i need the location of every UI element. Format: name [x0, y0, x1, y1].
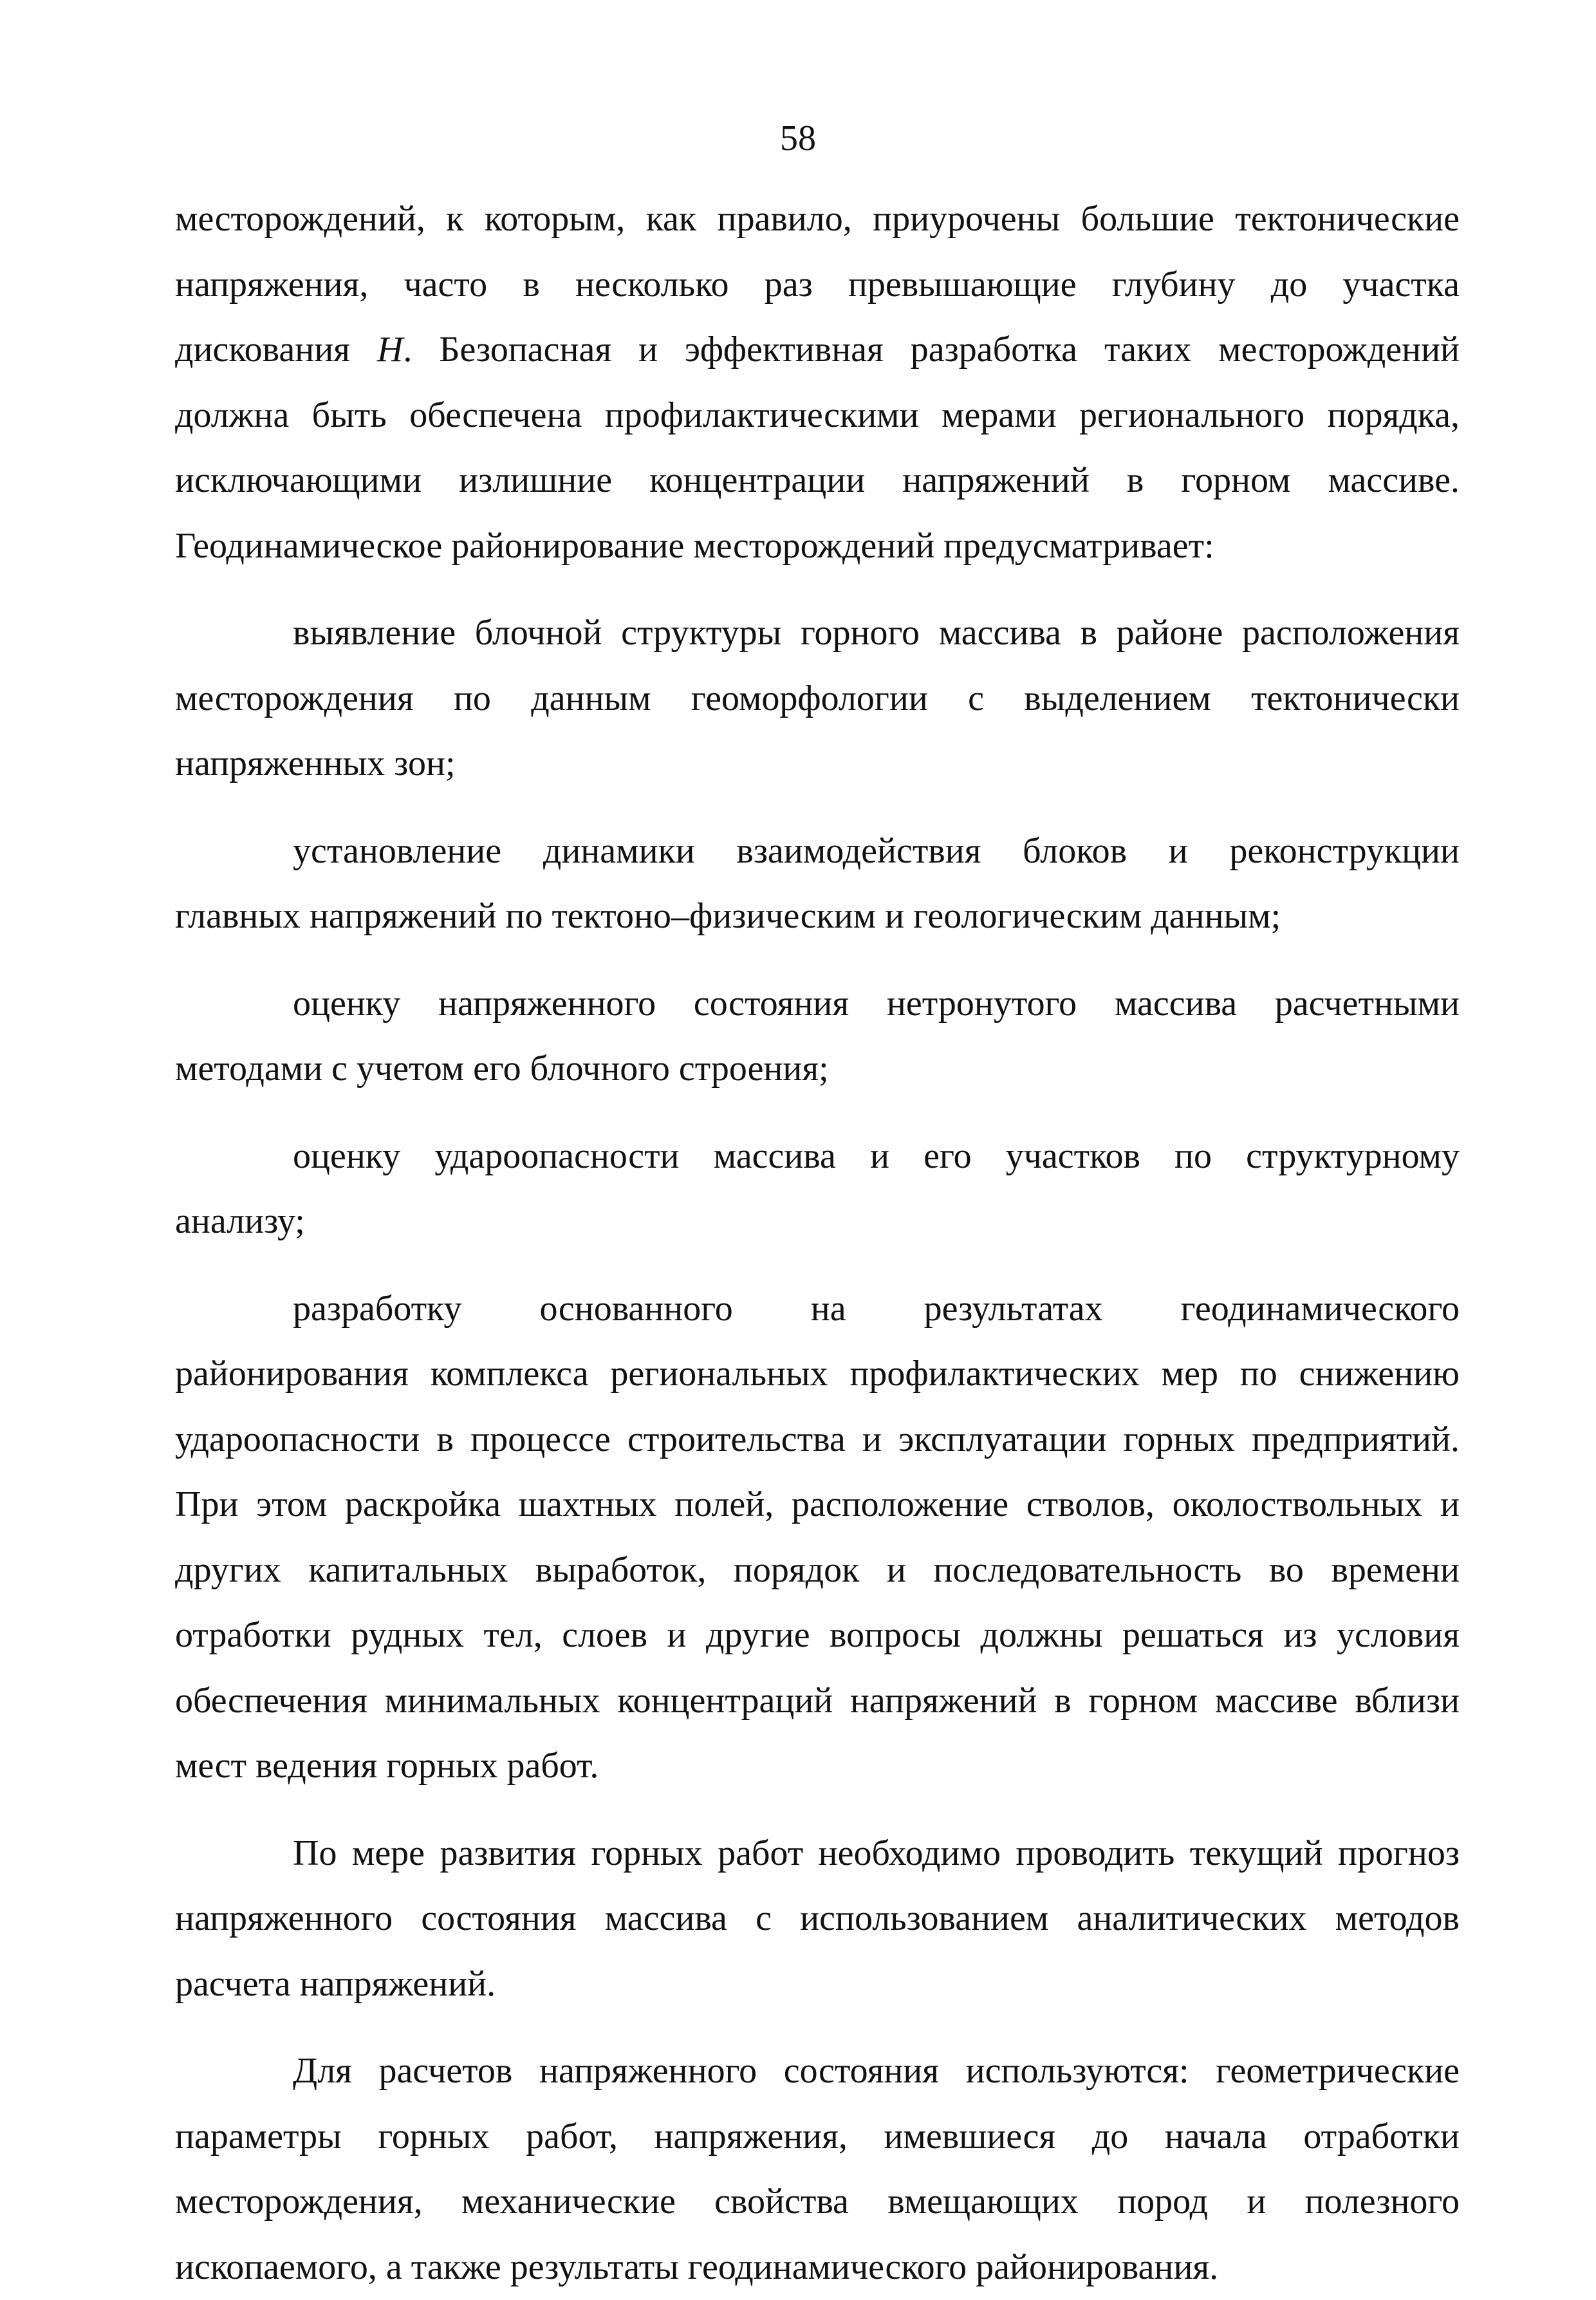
paragraph-2: [175, 601, 1460, 797]
text-line: месторождения по данным геоморфологии с выделением тектонически: [175, 666, 1460, 732]
paragraph-8: [175, 2039, 1460, 2300]
text-line: месторождения, механические свойства вмещающих пород и полезного: [175, 2169, 1460, 2235]
text-line: При этом раскройка шахтных полей, расположение стволов, околоствольных и: [175, 1472, 1460, 1538]
paragraph-6: [175, 1276, 1460, 1799]
text-line: обеспечения минимальных концентраций напряжений в горном массиве вблизи: [175, 1669, 1460, 1734]
text-line: мест ведения горных работ.: [175, 1734, 1460, 1799]
text-line: разработку основанного на результатах геодинамического: [175, 1276, 1460, 1342]
text-line: месторождений, к которым, как правило, приурочены большие тектонические: [175, 187, 1460, 252]
text-line: анализу;: [175, 1189, 1460, 1255]
text-line: районирования комплекса региональных профилактических мер по снижению: [175, 1342, 1460, 1407]
text-line: установление динамики взаимодействия блоков и реконструкции: [175, 819, 1460, 884]
text-line: оценку напряженного состояния нетронутого массива расчетными: [175, 971, 1460, 1037]
text-line: главных напряжений по тектоно–физическим и геологическим данным;: [175, 884, 1460, 949]
text-line: оценку удароопасности массива и его участков по структурному: [175, 1124, 1460, 1190]
text-line: По мере развития горных работ необходимо проводить текущий прогноз: [175, 1821, 1460, 1887]
text-line: удароопасности в процессе строительства и эксплуатации горных предприятий.: [175, 1407, 1460, 1473]
text-line: дискования H. Безопасная и эффективная разработка таких месторождений: [175, 317, 1460, 383]
text-line: параметры горных работ, напряжения, имевшиеся до начала отработки: [175, 2104, 1460, 2170]
page-number: 58: [0, 113, 1596, 164]
text-line: ископаемого, а также результаты геодинамического районирования.: [175, 2235, 1460, 2300]
text-line: напряженных зон;: [175, 731, 1460, 797]
paragraph-3: [175, 819, 1460, 949]
paragraph-4: [175, 971, 1460, 1102]
text-line: должна быть обеспечена профилактическими мерами регионального порядка,: [175, 383, 1460, 449]
text-line: отработки рудных тел, слоев и другие вопросы должны решаться из условия: [175, 1603, 1460, 1669]
text-line: напряжения, часто в несколько раз превышающие глубину до участка: [175, 252, 1460, 318]
text-line: других капитальных выработок, порядок и последовательность во времени: [175, 1538, 1460, 1603]
text-line: Для расчетов напряженного состояния используются: геометрические: [175, 2039, 1460, 2104]
text-line: исключающими излишние концентрации напряжений в горном массиве.: [175, 448, 1460, 514]
paragraph-7: [175, 1821, 1460, 2017]
text-line: Геодинамическое районирование месторождений предусматривает:: [175, 514, 1460, 579]
paragraph-5: [175, 1124, 1460, 1255]
paragraph-1: [175, 187, 1460, 579]
text-line: напряженного состояния массива с использованием аналитических методов: [175, 1886, 1460, 1952]
text-line: методами с учетом его блочного строения;: [175, 1036, 1460, 1102]
text-line: расчета напряжений.: [175, 1952, 1460, 2017]
variable-h: H: [377, 330, 403, 369]
text-line: выявление блочной структуры горного массива в районе расположения: [175, 601, 1460, 666]
body-text: [175, 187, 1460, 2300]
